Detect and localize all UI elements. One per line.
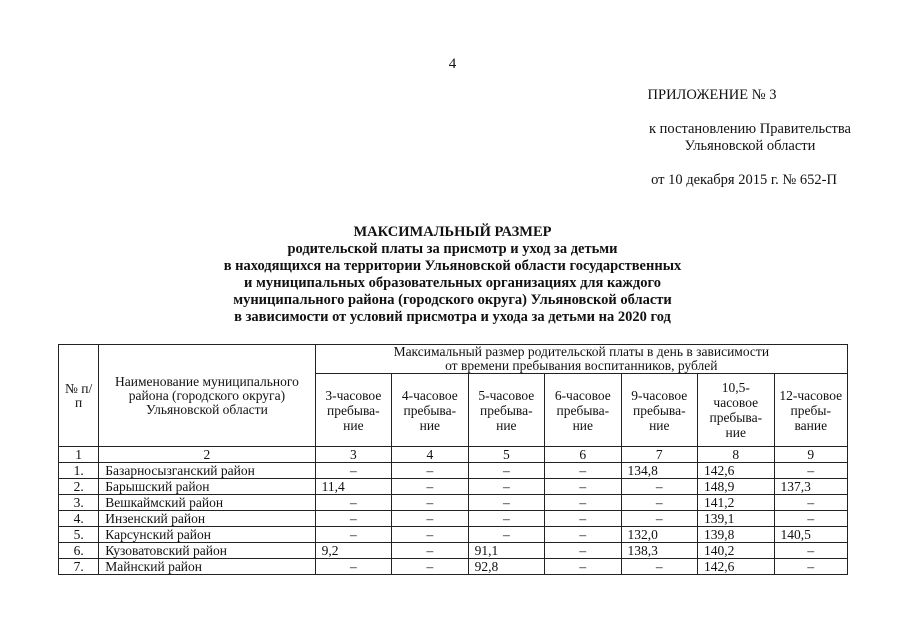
heading-line-2: родительской платы за присмотр и уход за детьми [287,241,618,257]
column-number-6: 6 [545,447,621,463]
column-number-5: 5 [468,447,544,463]
appendix-title: ПРИЛОЖЕНИЕ № 3 [647,87,777,103]
fee-value: – [621,479,697,495]
fee-value: – [774,511,847,527]
column-number-8: 8 [698,447,774,463]
sub-header-4: 6-часовое пребыва-ние [545,374,621,447]
fee-value: 11,4 [315,479,391,495]
table-body [59,463,848,575]
fee-value: – [545,463,621,479]
fee-value: – [774,463,847,479]
fee-value: – [545,543,621,559]
fee-value: 142,6 [698,463,774,479]
table-row [59,559,848,575]
district-name: Инзенский район [99,511,315,527]
fee-value: 139,1 [698,511,774,527]
fee-value: – [774,495,847,511]
fee-value: – [621,559,697,575]
column-number-9: 9 [774,447,847,463]
heading-line-5: муниципального района (городского округа) Ульяновской области [233,292,672,308]
district-name: Базарносызганский район [99,463,315,479]
sub-header-1: 3-часовое пребыва-ние [315,374,391,447]
fee-value: – [468,463,544,479]
column-number-2: 2 [99,447,315,463]
fee-value: 92,8 [468,559,544,575]
district-name: Майнский район [99,559,315,575]
row-number: 6. [59,543,99,559]
fee-value: – [468,511,544,527]
appendix-ref-line-2: Ульяновской области [684,138,816,154]
page-number: 4 [448,56,457,72]
row-number: 3. [59,495,99,511]
district-name: Карсунский район [99,527,315,543]
sub-header-5: 9-часовое пребыва-ние [621,374,697,447]
row-number: 7. [59,559,99,575]
column-number-4: 4 [392,447,468,463]
table-row [59,527,848,543]
fee-value: – [315,495,391,511]
fee-value: – [545,479,621,495]
header-fee-group-line-2: от времени пребывания воспитанников, рублей [445,358,718,373]
heading-line-4: и муниципальных образовательных организациях для каждого [244,275,661,291]
appendix-reference [600,121,900,155]
row-number: 2. [59,479,99,495]
column-number-row [59,447,848,463]
table-row [59,495,848,511]
fee-value: 91,1 [468,543,544,559]
fee-value: – [774,559,847,575]
fee-value: 138,3 [621,543,697,559]
fee-value: 140,5 [774,527,847,543]
district-name: Вешкаймский район [99,495,315,511]
header-district-name: Наименование муниципального района (городского округа) Ульяновской области [99,345,315,447]
fee-value: – [315,463,391,479]
fee-value: – [392,559,468,575]
fee-value: 140,2 [698,543,774,559]
fee-value: 134,8 [621,463,697,479]
header-row-number: № п/п [59,345,99,447]
fee-value: – [392,495,468,511]
fee-value: – [621,511,697,527]
column-number-1: 1 [59,447,99,463]
fee-value: – [545,495,621,511]
fee-value: 141,2 [698,495,774,511]
document-heading [140,224,765,326]
fee-value: – [545,511,621,527]
fee-value: 132,0 [621,527,697,543]
fee-table [58,344,848,575]
column-number-7: 7 [621,447,697,463]
fee-value: – [621,495,697,511]
fee-value: – [774,543,847,559]
district-name: Барышский район [99,479,315,495]
heading-line-3: в находящихся на территории Ульяновской области государственных [223,258,682,274]
row-number: 1. [59,463,99,479]
heading-line-6: в зависимости от условий присмотра и ухода за детьми на 2020 год [234,309,671,325]
sub-header-7: 12-часовое пребы-вание [774,374,847,447]
heading-line-1: МАКСИМАЛЬНЫЙ РАЗМЕР [353,224,552,240]
row-number: 5. [59,527,99,543]
fee-value: 137,3 [774,479,847,495]
fee-value: – [315,559,391,575]
row-number: 4. [59,511,99,527]
fee-value: – [545,559,621,575]
fee-value: 9,2 [315,543,391,559]
table-row [59,511,848,527]
table-row [59,479,848,495]
appendix-ref-line-1: к постановлению Правительства [649,121,851,137]
fee-value: – [468,479,544,495]
fee-value: – [468,495,544,511]
fee-value: – [392,543,468,559]
fee-value: 142,6 [698,559,774,575]
table-row [59,463,848,479]
header-fee-group [315,345,847,374]
header-fee-group-line-1: Максимальный размер родительской платы в день в зависимости [393,344,770,359]
fee-value: – [315,511,391,527]
fee-value: – [392,527,468,543]
sub-header-2: 4-часовое пребыва-ние [392,374,468,447]
fee-value: 139,8 [698,527,774,543]
column-number-3: 3 [315,447,391,463]
sub-header-3: 5-часовое пребыва-ние [468,374,544,447]
appendix-date: от 10 декабря 2015 г. № 652-П [651,172,837,188]
fee-value: – [392,479,468,495]
fee-value: – [468,527,544,543]
district-name: Кузоватовский район [99,543,315,559]
fee-value: – [392,511,468,527]
fee-value: 148,9 [698,479,774,495]
sub-header-6: 10,5-часовое пребыва-ние [698,374,774,447]
fee-value: – [315,527,391,543]
fee-value: – [392,463,468,479]
fee-value: – [545,527,621,543]
table-row [59,543,848,559]
